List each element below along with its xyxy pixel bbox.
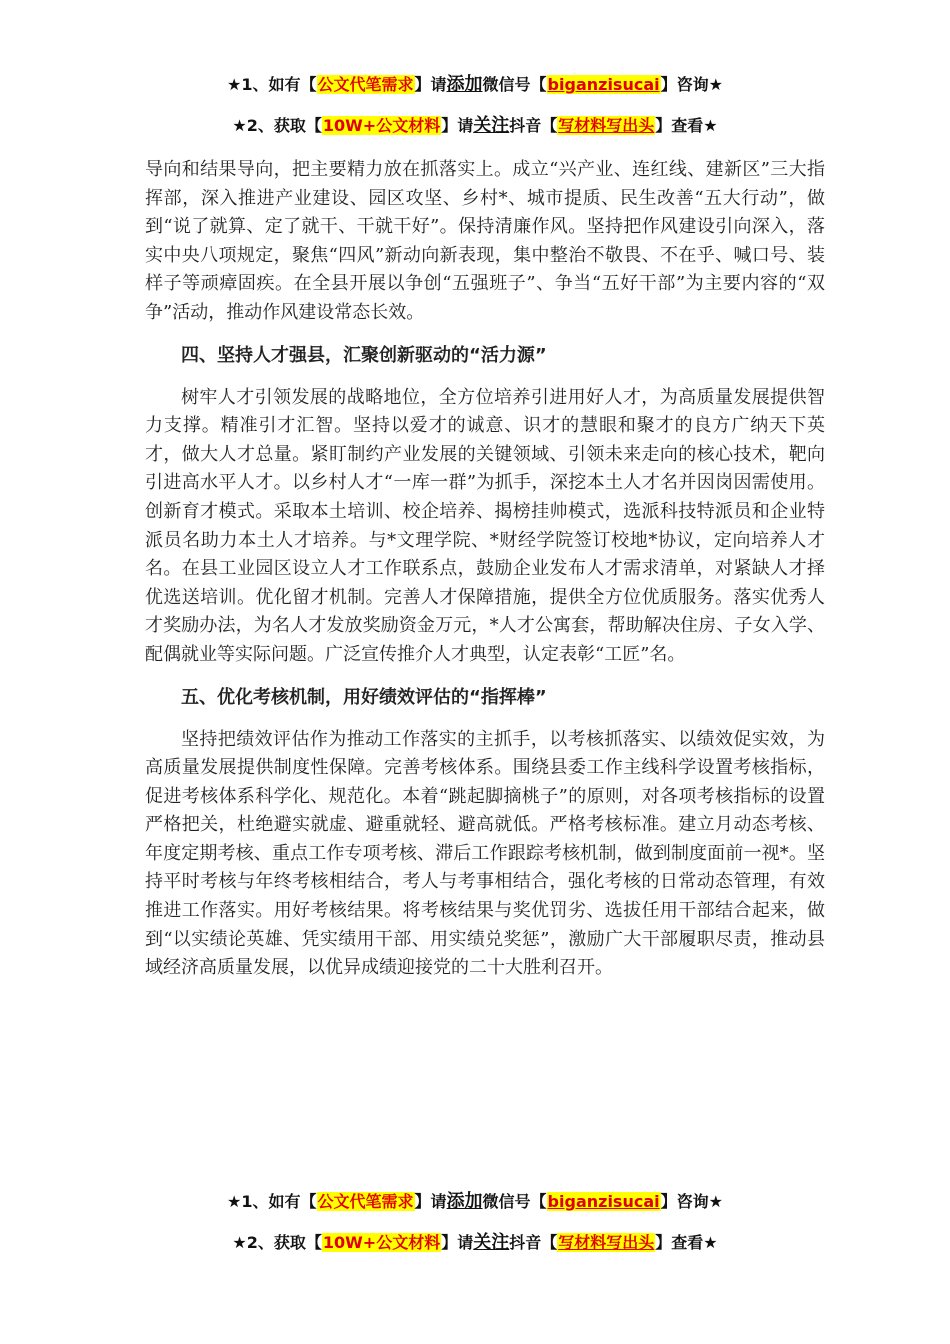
banner-suffix: 】咨询★ (660, 1192, 723, 1211)
banner-suffix: 】查看★ (655, 116, 718, 135)
banner-highlight-materials: 10W+公文材料 (322, 116, 441, 135)
header-banner-line-1 (0, 70, 950, 96)
banner-prefix: ★1、如有【 (227, 75, 317, 94)
paragraph-continued: 导向和结果导向，把主要精力放在抓落实上。成立“兴产业、连红线、建新区”三大指挥部，深入推进产业建设、园区攻坚、乡村*、城市提质、民生改善“五大行动”，做到“说了就算、定了就干、干就干好”。保持清廉作风。坚持把作风建设引向深入，落实中央八项规定，聚焦“四风”新动向新表现，集中整治不敬畏、不在乎、喊口号、装样子等顽瘴固疾。在全县开展以争创“五强班子”、争当“五好干部”为主要内容的“双争”活动，推动作风建设常态长效。 (145, 159, 825, 323)
banner-text: 抖音【 (509, 1233, 558, 1252)
footer-banner-line-2 (0, 1228, 950, 1254)
banner-highlight-wechat-id: biganzisucai (547, 75, 660, 94)
section-heading-4: 四、坚持人才强县，汇聚创新驱动的“活力源” (181, 344, 547, 366)
section-heading-5: 五、优化考核机制，用好绩效评估的“指挥棒” (181, 686, 547, 708)
banner-suffix: 】咨询★ (660, 75, 723, 94)
paragraph-section-5: 坚持把绩效评估作为推动工作落实的主抓手，以考核抓落实、以绩效促实效，为高质量发展提供制度性保障。完善考核体系。围绕县委工作主线科学设置考核指标，促进考核体系科学化、规范化。本着“跳起脚摘桃子”的原则，对各项考核指标的设置严格把关，杜绝避实就虚、避重就轻、避高就低。严格考核标准。建立月动态考核、年度定期考核、重点工作专项考核、滞后工作跟踪考核机制，做到制度面前一视*。坚持平时考核与年终考核相结合，考人与考事相结合，强化考核的日常动态管理，有效推进工作落实。用好考核结果。将考核结果与奖优罚劣、选拔任用干部结合起来，做到“以实绩论英雄、凭实绩用干部、用实绩兑奖惩”，激励广大干部履职尽责，推动县域经济高质量发展，以优异成绩迎接党的二十大胜利召开。 (145, 728, 825, 979)
banner-emphasis: 添加 (446, 74, 483, 95)
footer-banner-line-1 (0, 1187, 950, 1213)
banner-text: 】请 (441, 116, 474, 135)
banner-text: 微信号【 (482, 1192, 547, 1211)
banner-prefix: ★2、获取【 (232, 116, 322, 135)
banner-suffix: 】查看★ (655, 1233, 718, 1252)
banner-prefix: ★2、获取【 (232, 1233, 322, 1252)
banner-text: 】请 (414, 1192, 447, 1211)
header-banner-line-2 (0, 111, 950, 137)
banner-highlight-materials: 10W+公文材料 (322, 1233, 441, 1252)
banner-highlight-service: 公文代笔需求 (317, 75, 414, 94)
banner-text: 】请 (441, 1233, 474, 1252)
banner-highlight-douyin: 写材料写出头 (558, 116, 655, 135)
banner-prefix: ★1、如有【 (227, 1192, 317, 1211)
banner-emphasis: 关注 (473, 1232, 510, 1253)
banner-highlight-service: 公文代笔需求 (317, 1192, 414, 1211)
banner-highlight-douyin: 写材料写出头 (558, 1233, 655, 1252)
banner-text: 】请 (414, 75, 447, 94)
banner-text: 微信号【 (482, 75, 547, 94)
banner-highlight-wechat-id: biganzisucai (547, 1192, 660, 1211)
banner-emphasis: 关注 (473, 115, 510, 136)
document-body (145, 156, 825, 983)
paragraph-section-4: 树牢人才引领发展的战略地位，全方位培养引进用好人才，为高质量发展提供智力支撑。精准引才汇智。坚持以爱才的诚意、识才的慧眼和聚才的良方广纳天下英才，做大人才总量。紧盯制约产业发展的关键领域、引领未来走向的核心技术，靶向引进高水平人才。以乡村人才“一库一群”为抓手，深挖本土人才名并因岗因需使用。创新育才模式。采取本土培训、校企培养、揭榜挂帅模式，选派科技特派员和企业特派员名助力本土人才培养。与*文理学院、*财经学院签订校地*协议，定向培养人才名。在县工业园区设立人才工作联系点，鼓励企业发布人才需求清单，对紧缺人才择优选送培训。优化留才机制。完善人才保障措施，提供全方位优质服务。落实优秀人才奖励办法，为名人才发放奖励资金万元，*人才公寓套，帮助解决住房、子女入学、配偶就业等实际问题。广泛宣传推介人才典型，认定表彰“工匠”名。 (145, 386, 825, 665)
banner-emphasis: 添加 (446, 1191, 483, 1212)
banner-text: 抖音【 (509, 116, 558, 135)
